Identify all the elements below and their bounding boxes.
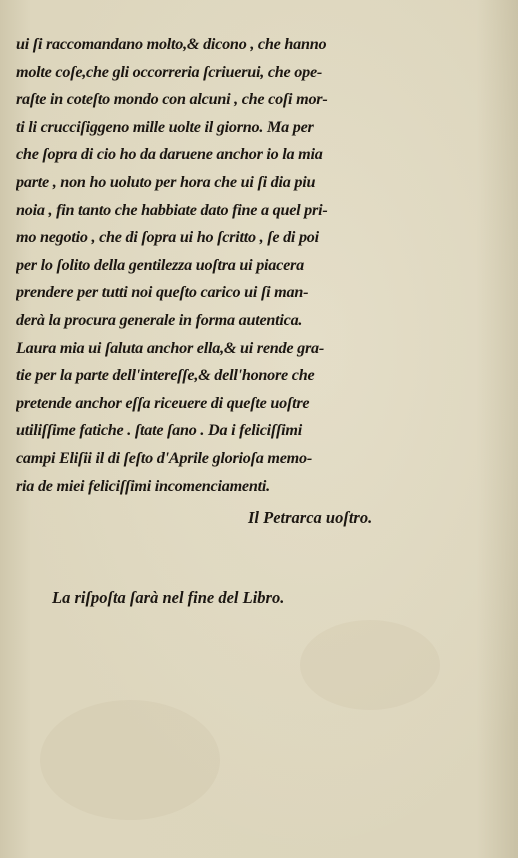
text-line: utiliſſime fatiche . ſtate ſano . Da i feliciſſimi	[16, 421, 303, 440]
text-line: mo negotio , che di ſopra ui ho ſcritto , ſe di poi	[16, 228, 319, 247]
text-line: parte , non ho uoluto per hora che ui ſi dia piu	[16, 172, 316, 191]
text-line: raſte in coteſto mondo con alcuni , che coſi mor-	[16, 90, 328, 109]
text-line: ti li crucciſiggeno mille uolte il giorno. Ma per	[16, 117, 314, 136]
text-line: tie per la parte dell'intereſſe,& dell'honore che	[16, 366, 315, 385]
reply-note: La riſpoſta ſarà nel fine del Libro.	[52, 588, 285, 607]
text-line: campi Eliſii il di ſeſto d'Aprile glorioſa memo-	[16, 448, 312, 467]
letter-signature: Il Petrarca uoſtro.	[248, 508, 373, 527]
paper-stain	[40, 700, 220, 820]
text-line: pretende anchor eſſa riceuere di queſte uoſtre	[16, 393, 310, 412]
text-line: prendere per tutti noi queſto carico ui ſi man-	[16, 283, 309, 302]
text-line: che ſopra di cio ho da daruene anchor io la mia	[16, 145, 323, 164]
text-line: molte coſe,che gli occorreria ſcriuerui, che ope-	[16, 62, 323, 81]
text-line: Laura mia ui ſaluta anchor ella,& ui rende gra-	[16, 338, 324, 357]
text-line: per lo ſolito della gentilezza uoſtra ui piacera	[16, 255, 304, 274]
text-line: derà la procura generale in forma autentica.	[16, 310, 303, 329]
letter-body	[16, 31, 408, 500]
paper-stain	[300, 620, 440, 710]
text-line: noia , fin tanto che habbiate dato fine a quel pri-	[16, 200, 328, 219]
text-line: ria de miei feliciſſimi incomenciamenti.	[16, 476, 270, 495]
text-line: ui ſi raccomandano molto,& dicono , che hanno	[16, 35, 327, 53]
